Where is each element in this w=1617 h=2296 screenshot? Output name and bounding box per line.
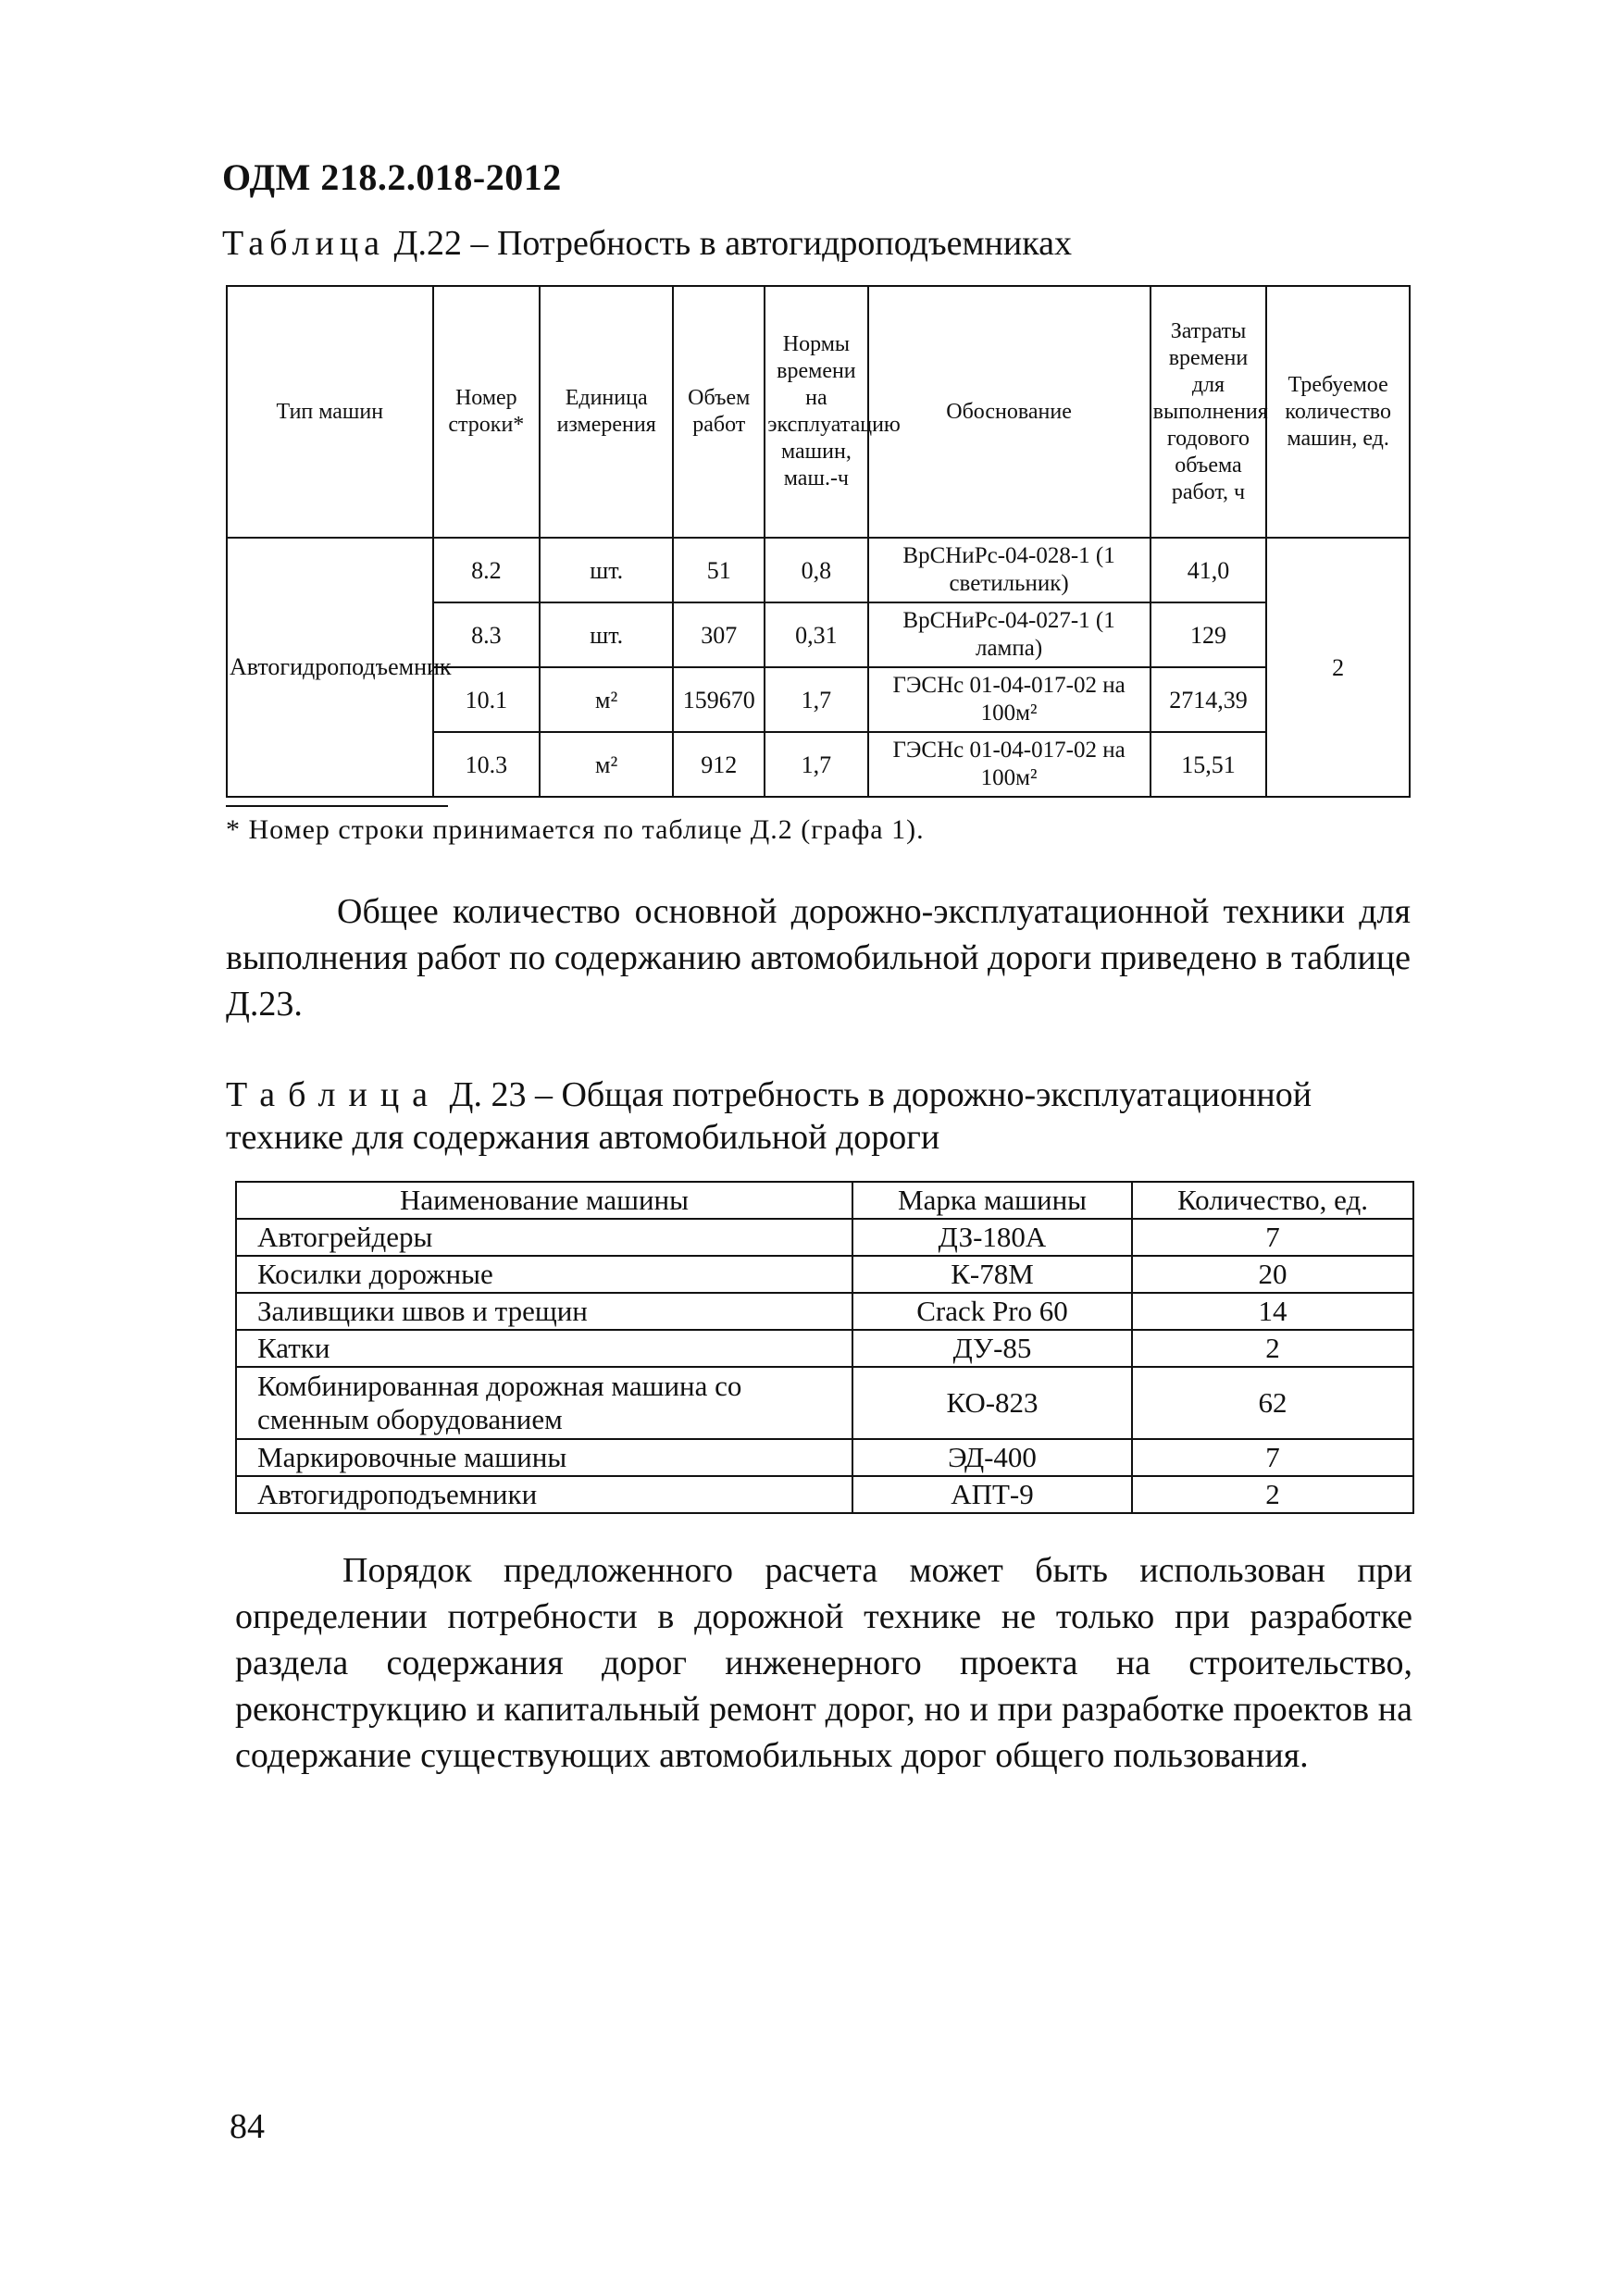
basis-cell: ГЭСНс 01-04-017-02 на 100м² <box>868 732 1151 797</box>
row-number-cell: 8.3 <box>433 602 540 667</box>
row-number-cell: 8.2 <box>433 538 540 602</box>
table-row <box>236 1330 1413 1367</box>
column-header: Номер строки* <box>433 286 540 538</box>
column-header: Затраты времени для выполнения годового объема работ, ч <box>1151 286 1267 538</box>
machine-qty-cell: 20 <box>1132 1256 1413 1293</box>
norm-cell: 1,7 <box>765 667 867 732</box>
footnote-divider <box>226 805 448 807</box>
machine-name-cell: Катки <box>236 1330 852 1367</box>
basis-cell: ВрСНиРс-04-027-1 (1 лампа) <box>868 602 1151 667</box>
volume-cell: 307 <box>673 602 765 667</box>
table-d22-footnote: * Номер строки принимается по таблице Д.2 (графа 1). <box>226 814 925 845</box>
time-cell: 129 <box>1151 602 1267 667</box>
row-number-cell: 10.3 <box>433 732 540 797</box>
table-header-row <box>227 286 1410 538</box>
table-row <box>236 1476 1413 1513</box>
table-d23 <box>235 1181 1414 1514</box>
page-number: 84 <box>230 2107 265 2146</box>
volume-cell: 912 <box>673 732 765 797</box>
time-cell: 41,0 <box>1151 538 1267 602</box>
machine-name-cell: Заливщики швов и трещин <box>236 1293 852 1330</box>
unit-cell: м² <box>540 667 673 732</box>
caption-text: Д.22 – Потребность в автогидроподъемниках <box>385 224 1072 263</box>
column-header: Объем работ <box>673 286 765 538</box>
norm-cell: 0,8 <box>765 538 867 602</box>
column-header: Тип машин <box>227 286 433 538</box>
table-row <box>236 1256 1413 1293</box>
document-code: ОДМ 218.2.018-2012 <box>222 156 562 198</box>
machine-brand-cell: АПТ-9 <box>852 1476 1132 1513</box>
machine-name-cell: Косилки дорожные <box>236 1256 852 1293</box>
table-row <box>236 1367 1413 1439</box>
body-paragraph-1: Общее количество основной дорожно-эксплуатационной техники для выполнения работ по содержанию автомобильной дороги приведено в таблице Д.23. <box>226 892 1411 1024</box>
basis-cell: ГЭСНс 01-04-017-02 на 100м² <box>868 667 1151 732</box>
machine-qty-cell: 7 <box>1132 1439 1413 1476</box>
norm-cell: 0,31 <box>765 602 867 667</box>
caption-label: Таблица <box>222 224 386 263</box>
machine-brand-cell: ДУ-85 <box>852 1330 1132 1367</box>
table-d22-caption <box>222 222 1072 265</box>
table-row <box>236 1439 1413 1476</box>
body-paragraph-2: Порядок предложенного расчета может быть использован при определении потребности в дорожной технике не только при разработке раздела содержания дорог инженерного проекта на строительство, реконструкцию и капитальный ремонт дорог, но и при разработке проектов на содержание существующих автомобильных дорог общего пользования. <box>235 1551 1412 1775</box>
unit-cell: м² <box>540 732 673 797</box>
volume-cell: 51 <box>673 538 765 602</box>
machine-qty-cell: 7 <box>1132 1219 1413 1256</box>
column-header: Обоснование <box>868 286 1151 538</box>
machine-brand-cell: КО-823 <box>852 1367 1132 1439</box>
table-d23-caption <box>226 1074 1411 1159</box>
column-header: Количество, ед. <box>1132 1182 1413 1219</box>
column-header: Марка машины <box>852 1182 1132 1219</box>
machine-name-cell: Маркировочные машины <box>236 1439 852 1476</box>
table-row <box>227 538 1410 602</box>
caption-text: Д. 23 – Общая потребность в дорожно-эксплуатационной технике для содержания автомобильной дороги <box>226 1075 1312 1157</box>
machine-qty-cell: 2 <box>1132 1476 1413 1513</box>
unit-cell: шт. <box>540 602 673 667</box>
machine-name-cell: Автогрейдеры <box>236 1219 852 1256</box>
norm-cell: 1,7 <box>765 732 867 797</box>
column-header: Единица измерения <box>540 286 673 538</box>
required-qty-cell: 2 <box>1266 538 1410 797</box>
machine-qty-cell: 14 <box>1132 1293 1413 1330</box>
column-header: Требуемое количество машин, ед. <box>1266 286 1410 538</box>
machine-qty-cell: 2 <box>1132 1330 1413 1367</box>
column-header: Наименование машины <box>236 1182 852 1219</box>
machine-brand-cell: ЭД-400 <box>852 1439 1132 1476</box>
table-row <box>236 1293 1413 1330</box>
machine-brand-cell: ДЗ-180А <box>852 1219 1132 1256</box>
table-d22 <box>226 285 1411 798</box>
volume-cell: 159670 <box>673 667 765 732</box>
machine-name-cell: Комбинированная дорожная машина со сменным оборудованием <box>236 1367 852 1439</box>
time-cell: 2714,39 <box>1151 667 1267 732</box>
table-row <box>236 1219 1413 1256</box>
machine-brand-cell: К-78М <box>852 1256 1132 1293</box>
machine-brand-cell: Crack Pro 60 <box>852 1293 1132 1330</box>
machine-type-cell: Автогидроподъемник <box>227 538 433 797</box>
time-cell: 15,51 <box>1151 732 1267 797</box>
table-header-row <box>236 1182 1413 1219</box>
row-number-cell: 10.1 <box>433 667 540 732</box>
unit-cell: шт. <box>540 538 673 602</box>
machine-qty-cell: 62 <box>1132 1367 1413 1439</box>
machine-name-cell: Автогидроподъемники <box>236 1476 852 1513</box>
basis-cell: ВрСНиРс-04-028-1 (1 светильник) <box>868 538 1151 602</box>
column-header: Нормы времени на эксплуатацию машин, маш.-ч <box>765 286 867 538</box>
caption-label: Таблица <box>226 1075 442 1114</box>
